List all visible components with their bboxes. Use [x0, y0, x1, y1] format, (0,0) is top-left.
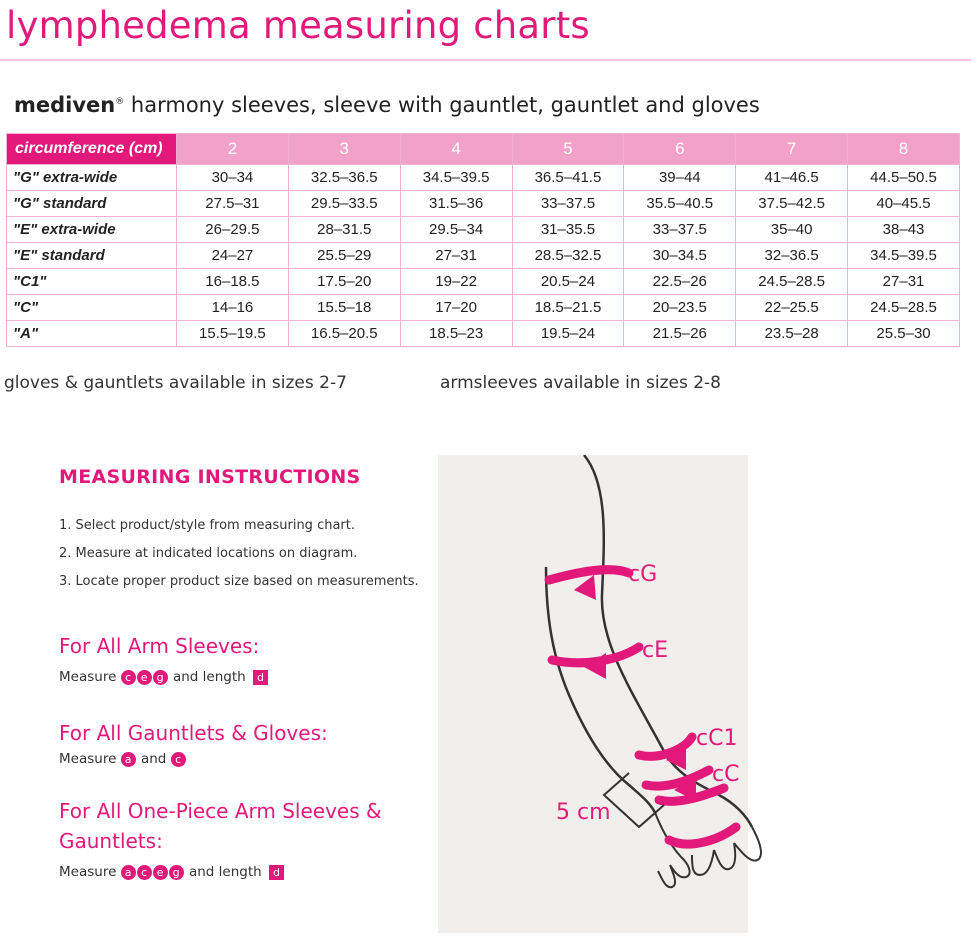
table-cell: 20–23.5: [624, 295, 736, 321]
chart-subtitle: [14, 93, 760, 117]
table-cell: 31–35.5: [512, 217, 624, 243]
table-cell: 34.5–39.5: [400, 165, 512, 191]
size-header: 3: [288, 134, 400, 165]
gauntlets-gloves-measure: [59, 751, 187, 767]
table-cell: 22.5–26: [624, 269, 736, 295]
instructions-title: MEASURING INSTRUCTIONS: [59, 466, 361, 488]
row-label: "A": [7, 321, 177, 347]
size-header: 4: [400, 134, 512, 165]
c-circle-icon: c: [121, 670, 136, 685]
size-header: 7: [736, 134, 848, 165]
table-cell: 14–16: [177, 295, 289, 321]
gloves-note: gloves & gauntlets available in sizes 2-7: [4, 373, 347, 393]
table-cell: 25.5–29: [288, 243, 400, 269]
table-cell: 27.5–31: [177, 191, 289, 217]
table-row: [7, 165, 960, 191]
table-cell: 36.5–41.5: [512, 165, 624, 191]
title-divider: [0, 59, 971, 61]
c-circle-icon: c: [171, 752, 186, 767]
row-label: "G" standard: [7, 191, 177, 217]
diagram-background: [438, 455, 748, 933]
page-title: lymphedema measuring charts: [6, 4, 590, 47]
registered-mark: ®: [115, 97, 125, 107]
label-5cm: 5 cm: [556, 800, 611, 825]
size-chart-table: [6, 133, 960, 347]
header-label: circumference (cm): [7, 134, 177, 165]
row-label: "C": [7, 295, 177, 321]
table-cell: 28–31.5: [288, 217, 400, 243]
table-row: [7, 295, 960, 321]
table-cell: 28.5–32.5: [512, 243, 624, 269]
table-cell: 15.5–18: [288, 295, 400, 321]
table-row: [7, 269, 960, 295]
measure-text: Measure: [59, 864, 117, 880]
table-cell: 16–18.5: [177, 269, 289, 295]
gauntlets-gloves-title: For All Gauntlets & Gloves:: [59, 721, 328, 745]
step-item: 2. Measure at indicated locations on diagram.: [59, 546, 358, 561]
table-cell: 33–37.5: [512, 191, 624, 217]
table-cell: 18.5–21.5: [512, 295, 624, 321]
table-cell: 21.5–26: [624, 321, 736, 347]
table-cell: 19.5–24: [512, 321, 624, 347]
label-cc: cC: [712, 762, 740, 787]
table-cell: 17–20: [400, 295, 512, 321]
measure-text: Measure: [59, 669, 117, 685]
e-circle-icon: e: [137, 670, 152, 685]
label-ce: cE: [642, 638, 668, 663]
table-cell: 40–45.5: [848, 191, 960, 217]
table-cell: 30–34: [177, 165, 289, 191]
row-label: "C1": [7, 269, 177, 295]
table-row: [7, 191, 960, 217]
measure-text: Measure: [59, 751, 117, 767]
table-cell: 37.5–42.5: [736, 191, 848, 217]
table-cell: 32.5–36.5: [288, 165, 400, 191]
brand-name: mediven: [14, 93, 116, 117]
size-header: 2: [177, 134, 289, 165]
table-row: [7, 243, 960, 269]
table-cell: 19–22: [400, 269, 512, 295]
table-cell: 18.5–23: [400, 321, 512, 347]
table-cell: 30–34.5: [624, 243, 736, 269]
connector-text: and length: [172, 669, 246, 685]
table-cell: 33–37.5: [624, 217, 736, 243]
connector-text: and: [140, 751, 167, 767]
table-cell: 32–36.5: [736, 243, 848, 269]
table-cell: 23.5–28: [736, 321, 848, 347]
size-header: 6: [624, 134, 736, 165]
table-cell: 44.5–50.5: [848, 165, 960, 191]
size-header: 8: [848, 134, 960, 165]
row-label: "G" extra-wide: [7, 165, 177, 191]
table-cell: 29.5–33.5: [288, 191, 400, 217]
table-cell: 24–27: [177, 243, 289, 269]
table-cell: 41–46.5: [736, 165, 848, 191]
d-square-icon: d: [253, 670, 268, 685]
step-item: 1. Select product/style from measuring chart.: [59, 518, 355, 533]
table-cell: 24.5–28.5: [848, 295, 960, 321]
table-cell: 27–31: [400, 243, 512, 269]
table-cell: 31.5–36: [400, 191, 512, 217]
instruction-steps: [59, 518, 419, 602]
table-cell: 38–43: [848, 217, 960, 243]
row-label: "E" standard: [7, 243, 177, 269]
table-cell: 16.5–20.5: [288, 321, 400, 347]
a-circle-icon: a: [121, 752, 136, 767]
e-circle-icon: e: [153, 865, 168, 880]
a-circle-icon: a: [121, 865, 136, 880]
table-cell: 15.5–19.5: [177, 321, 289, 347]
table-cell: 22–25.5: [736, 295, 848, 321]
connector-text: and length: [188, 864, 262, 880]
g-circle-icon: g: [153, 670, 168, 685]
label-cc1: cC1: [696, 726, 738, 751]
one-piece-title-line1: For All One-Piece Arm Sleeves &: [59, 799, 382, 823]
table-cell: 29.5–34: [400, 217, 512, 243]
table-cell: 35–40: [736, 217, 848, 243]
one-piece-title-line2: Gauntlets:: [59, 829, 163, 853]
table-cell: 39–44: [624, 165, 736, 191]
subtitle-text: harmony sleeves, sleeve with gauntlet, gauntlet and gloves: [124, 93, 760, 117]
table-cell: 26–29.5: [177, 217, 289, 243]
table-cell: 24.5–28.5: [736, 269, 848, 295]
d-square-icon: d: [269, 865, 284, 880]
table-cell: 27–31: [848, 269, 960, 295]
arm-sleeves-measure: [59, 669, 268, 685]
g-circle-icon: g: [169, 865, 184, 880]
table-row: [7, 217, 960, 243]
size-header: 5: [512, 134, 624, 165]
table-cell: 35.5–40.5: [624, 191, 736, 217]
table-cell: 17.5–20: [288, 269, 400, 295]
c-circle-icon: c: [137, 865, 152, 880]
table-header-row: [7, 134, 960, 165]
table-cell: 25.5–30: [848, 321, 960, 347]
label-cg: cG: [628, 562, 658, 587]
armsleeves-note: armsleeves available in sizes 2-8: [440, 373, 721, 393]
step-item: 3. Locate proper product size based on measurements.: [59, 574, 419, 589]
arm-measurement-diagram: [434, 455, 964, 935]
one-piece-measure: [59, 864, 284, 880]
arm-sleeves-title: For All Arm Sleeves:: [59, 634, 260, 658]
table-cell: 34.5–39.5: [848, 243, 960, 269]
table-cell: 20.5–24: [512, 269, 624, 295]
row-label: "E" extra-wide: [7, 217, 177, 243]
table-row: [7, 321, 960, 347]
